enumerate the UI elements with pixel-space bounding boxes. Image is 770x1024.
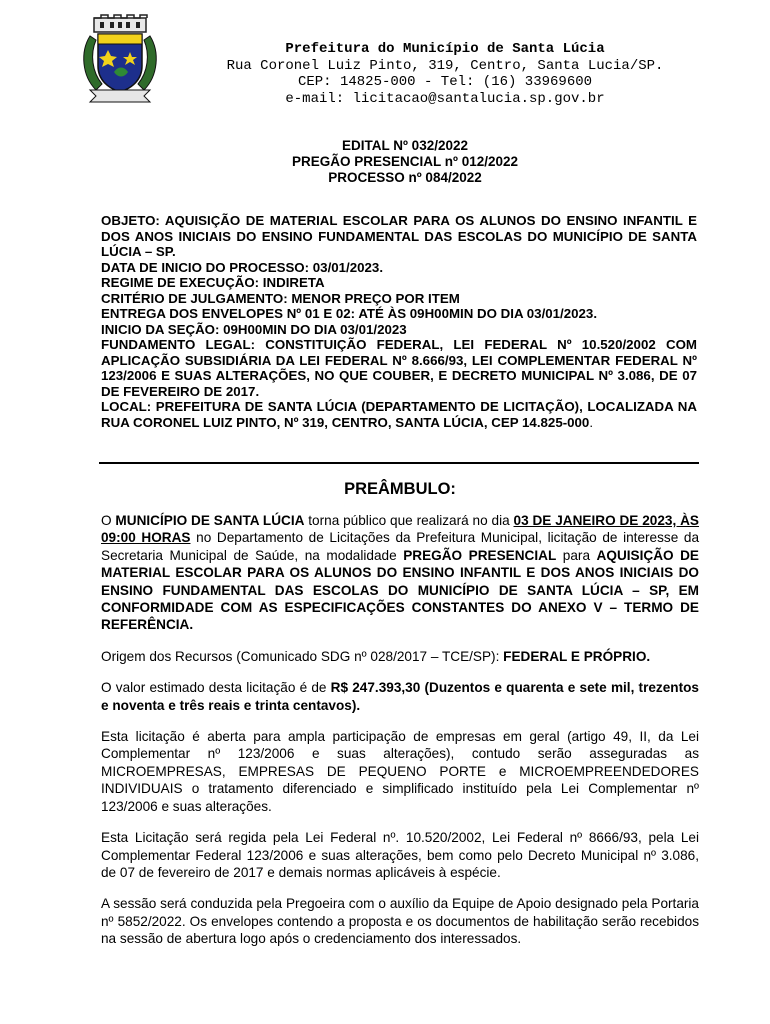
fundamento-line: FUNDAMENTO LEGAL: CONSTITUIÇÃO FEDERAL, LEI FEDERAL Nº 10.520/2002 COM APLICAÇÃO SUBSIDIÁRIA DA LEI FEDERAL Nº 8.666/93, LEI COMPLEMENTAR FEDERAL Nº 123/2006 E SUAS ALTERAÇÕES, NO QUE COUBER, E DECRETO MUNICIPAL Nº 3.086, DE 07 DE FEVEREIRO DE 2017. [101,337,697,399]
edital-number: EDITAL Nº 032/2022 [342,138,468,153]
regime-line: REGIME DE EXECUÇÃO: INDIRETA [101,275,325,290]
p1-text-c: torna público que realizará no dia [304,513,514,528]
local-end: . [589,414,594,430]
municipality-name: Prefeitura do Município de Santa Lúcia [285,41,605,57]
p1-objeto: AQUISIÇÃO DE MATERIAL ESCOLAR PARA OS ALUNOS DO ENSINO INFANTIL E DOS ANOS INICIAIS DO ENSINO FUNDAMENTAL DAS ESCOLAS DO MUNICÍPIO DE SANTA LÚCIA – SP, EM CONFORMIDADE COM AS ESPECIFICAÇÕES CONSTANTES DO ANEXO V – TERMO DE REFERÊNCIA. [101,547,699,633]
preambulo-body [101,512,699,962]
p3-valor: R$ 247.393,30 (Duzentos e quarenta e sete mil, trezentos e noventa e três reais e trinta centavos). [101,680,699,713]
p3-text-a: O valor estimado desta licitação é de [101,680,331,696]
p2-text-a: Origem dos Recursos (Comunicado SDG nº 028/2017 – TCE/SP): [101,648,504,664]
inicio-secao-line: INICIO DA SEÇÃO: 09H00MIN DO DIA 03/01/2023 [101,321,407,337]
paragraph-valor [101,679,699,714]
p1-municipio: MUNICÍPIO DE SANTA LÚCIA [115,513,305,528]
paragraph-legislacao: Esta Licitação será regida pela Lei Federal nº. 10.520/2002, Lei Federal nº 8666/93, pela Lei Complementar Federal 123/2006 e suas alterações, bem como pelo Decreto Municipal nº 3.086, de 07 de fevereiro de 2017 e demais normas aplicáveis à espécie. [101,830,699,880]
p1-text-a: O [101,513,116,528]
pregao-number: PREGÃO PRESENCIAL nº 012/2022 [291,154,518,169]
objeto-line: OBJETO: AQUISIÇÃO DE MATERIAL ESCOLAR PARA OS ALUNOS DO ENSINO INFANTIL E DOS ANOS INICIAIS DO ENSINO FUNDAMENTAL DAS ESCOLAS DO MUNICÍPIO DE SANTA LÚCIA – SP. [101,213,697,259]
phone-line: CEP: 14825-000 - Tel: (16) 33969600 [297,74,593,90]
municipal-coat-of-arms-icon [80,14,160,104]
paragraph-sessao: A sessão será conduzida pela Pregoeira com o auxílio da Equipe de Apoio designado pela Portaria nº 5852/2022. Os envelopes contendo a proposta e os documentos de habilitação serão recebidos na sessão de abertura logo após o credenciamento dos interessados. [101,896,699,947]
p1-modalidade: PREGÃO PRESENCIAL [403,547,557,563]
entrega-line: ENTREGA DOS ENVELOPES Nº 01 E 02: ATÉ ÀS 09H00MIN DO DIA 03/01/2023. [101,306,598,321]
processo-number: PROCESSO nº 084/2022 [328,170,482,185]
section-divider [99,462,699,464]
summary-block [101,213,697,430]
criterio-line: CRITÉRIO DE JULGAMENTO: MENOR PREÇO POR ITEM [101,290,460,306]
document-titles [0,138,770,186]
paragraph-intro [101,512,699,634]
address-line: Rua Coronel Luiz Pinto, 319, Centro, Santa Lucia/SP. [226,57,664,74]
paragraph-origem [101,648,699,665]
p1-date: 03 DE JANEIRO DE 2023, ÀS 09:00 HORAS [101,513,699,546]
local-line [101,399,697,430]
p2-origem-value: FEDERAL E PRÓPRIO. [503,648,651,664]
letterhead [190,41,700,107]
data-inicio-line: DATA DE INICIO DO PROCESSO: 03/01/2023. [101,259,384,275]
p1-text-g: para [556,547,597,563]
preambulo-heading [0,480,770,499]
paragraph-participacao: Esta licitação é aberta para ampla participação de empresas em geral (artigo 49, II, da Lei Complementar nº 123/2006 e suas alterações), contudo serão asseguradas as MICROEMPRESAS, EMPRESAS DE PEQUENO PORTE e MICROEMPREENDEDORES INDIVIDUAIS o tratamento diferenciado e simplificado instituído pela Lei Complementar nº 123/2006 e suas alterações. [101,729,699,814]
local-text: LOCAL: PREFEITURA DE SANTA LÚCIA (DEPARTAMENTO DE LICITAÇÃO), LOCALIZADA NA RUA CORONEL LUIZ PINTO, Nº 319, CENTRO, SANTA LÚCIA, CEP 14.825-000 [101,399,697,430]
email-line: e-mail: licitacao@santalucia.sp.gov.br [285,90,605,107]
preambulo-heading-text: PREÂMBULO: [344,480,456,498]
p1-text-e: no Departamento de Licitações da Prefeitura Municipal, licitação de interesse da Secretaria Municipal de Saúde, na modalidade [101,530,700,563]
